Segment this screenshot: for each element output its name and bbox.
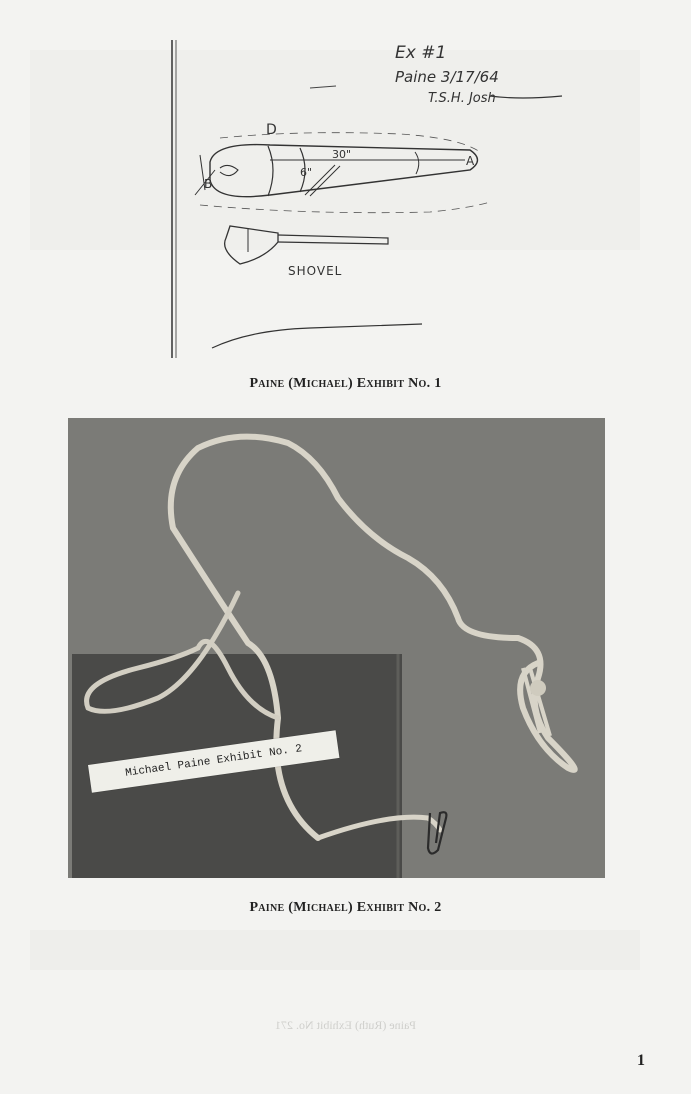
- bleed-through-caption: Paine (Ruth) Exhibit No. 271: [275, 1018, 416, 1032]
- exhibit1-sketch: [160, 30, 580, 370]
- handwriting-line3: T.S.H. Josh: [428, 91, 496, 106]
- exhibit2-caption: Paine (Michael) Exhibit No. 2: [249, 900, 442, 915]
- dashed-outline: [200, 202, 490, 213]
- scan-shading: [30, 930, 640, 970]
- shovel-blade: [225, 226, 278, 264]
- photo-scene: [68, 418, 605, 878]
- shovel-handle: [278, 235, 388, 244]
- letter-b: B: [204, 177, 213, 191]
- signature-underline: [490, 96, 562, 98]
- stray-mark: [310, 86, 336, 88]
- handwriting-line1: Ex #1: [395, 43, 447, 63]
- page-number: 1: [637, 1052, 645, 1069]
- dimension-30: 30": [332, 148, 352, 161]
- roll-band: [415, 152, 419, 174]
- letter-d: D: [266, 122, 277, 138]
- letter-a: A: [466, 154, 475, 168]
- tag-label: Michael Paine Exhibit No. 2: [124, 743, 303, 780]
- exhibit2-photo: [68, 418, 605, 878]
- roll-end-knot: [220, 165, 238, 175]
- knot: [530, 680, 546, 696]
- handwriting-line2: Paine 3/17/64: [395, 68, 499, 86]
- shovel-label: SHOVEL: [288, 264, 343, 278]
- exhibit1-caption: Paine (Michael) Exhibit No. 1: [249, 376, 442, 391]
- ground-line: [212, 324, 422, 348]
- roll-band: [268, 146, 273, 196]
- dimension-6: 6": [300, 166, 313, 179]
